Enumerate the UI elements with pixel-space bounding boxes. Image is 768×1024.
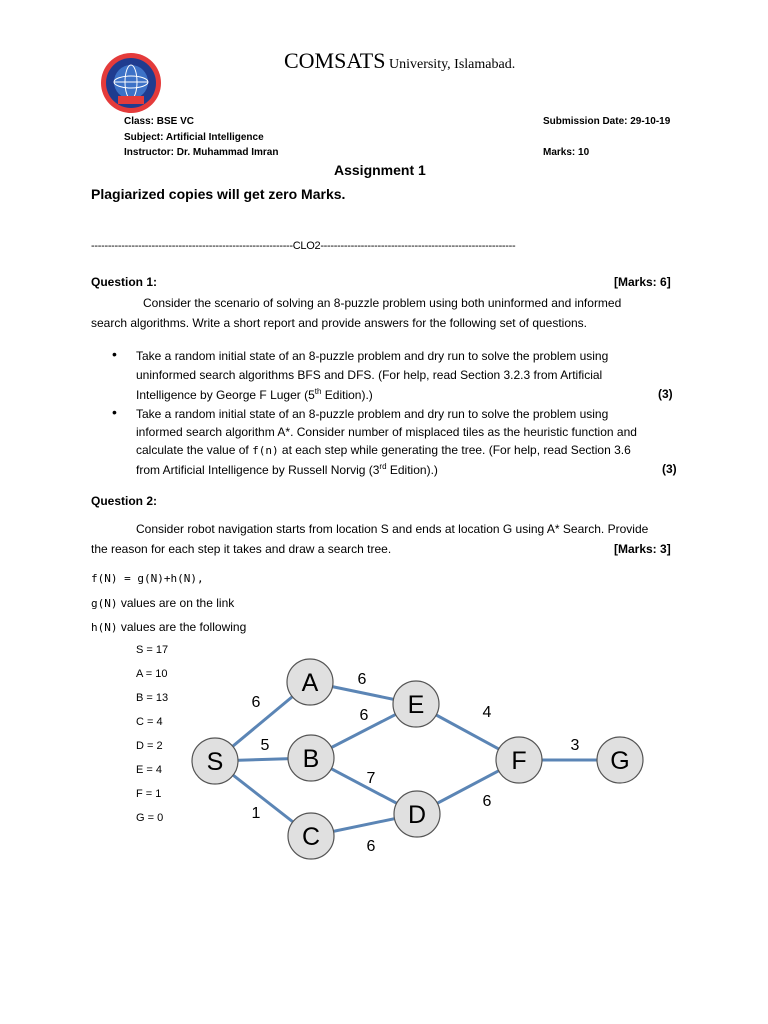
- instructor-line: Instructor: Dr. Muhammad Imran: [124, 147, 279, 158]
- heuristic-value: B = 13: [136, 692, 169, 704]
- class-label: Class:: [124, 116, 155, 127]
- question1-marks: [Marks: 6]: [614, 275, 671, 289]
- heuristic-value: G = 0: [136, 812, 164, 824]
- bullet2-text-mid: at each step while generating the tree. (For help, read Section 3.6: [278, 443, 631, 457]
- bullet-icon: •: [112, 346, 117, 362]
- bullet2-text-end: Edition).): [386, 463, 438, 477]
- graph-node-label-s: S: [206, 748, 224, 776]
- question1-intro-line2: search algorithms. Write a short report and provide answers for the following set of questions.: [91, 316, 588, 330]
- submission-date: Submission Date: 29-10-19: [543, 116, 671, 127]
- edge-label-e-f: 4: [482, 704, 492, 721]
- question1-label: Question 1:: [91, 275, 158, 289]
- g-code: g(N): [91, 597, 118, 610]
- bullet2-line1: Take a random initial state of an 8-puzzle problem and dry run to solve the problem using: [136, 407, 609, 421]
- heuristic-value: S = 17: [136, 644, 169, 656]
- graph-node-label-e: E: [407, 691, 425, 719]
- bullet1-marks: (3): [658, 387, 673, 401]
- edge-label-s-c: 1: [251, 805, 261, 822]
- university-name: COMSATS: [284, 48, 386, 73]
- graph-node-label-b: B: [302, 745, 320, 773]
- g-text: values are on the link: [117, 596, 235, 610]
- bullet2-marks: (3): [662, 462, 677, 476]
- assignment-title: Assignment 1: [334, 162, 426, 178]
- edge-label-b-d: 7: [366, 770, 376, 787]
- edition-superscript: rd: [379, 462, 387, 471]
- heuristic-value: F = 1: [136, 788, 162, 800]
- total-marks: Marks: 10: [543, 147, 590, 158]
- graph-node-label-c: C: [301, 823, 321, 851]
- bullet1-text-end: Edition).): [321, 388, 373, 402]
- bullet2-line2: informed search algorithm A*. Consider number of misplaced tiles as the heuristic function and: [136, 425, 637, 439]
- class-value: BSE VC: [154, 116, 195, 127]
- bullet1-line1: Take a random initial state of an 8-puzzle problem and dry run to solve the problem using: [136, 349, 609, 363]
- question2-intro-line2: the reason for each step it takes and draw a search tree.: [91, 542, 392, 556]
- bullet1-line2: uninformed search algorithms BFS and DFS. (For help, read Section 3.2.3 from Artificial: [136, 368, 603, 382]
- university-location: University, Islamabad.: [385, 57, 516, 72]
- fn-code: f(n): [252, 444, 279, 457]
- bullet1-text: Intelligence by George F Luger (5: [136, 388, 315, 402]
- question1-intro-line1: Consider the scenario of solving an 8-puzzle problem using both uninformed and informed: [143, 296, 622, 310]
- heuristic-value: D = 2: [136, 740, 163, 752]
- h-code: h(N): [91, 621, 118, 634]
- subject-line: Subject: Artificial Intelligence: [124, 132, 264, 143]
- edition-superscript: th: [314, 387, 322, 396]
- bullet2-text: calculate the value of: [136, 443, 253, 457]
- edge-label-s-a: 6: [251, 694, 261, 711]
- heuristic-value: E = 4: [136, 764, 162, 776]
- question2-label: Question 2:: [91, 494, 158, 508]
- heuristic-value: C = 4: [136, 716, 163, 728]
- graph-node-label-a: A: [301, 669, 319, 697]
- bullet-icon: •: [112, 404, 117, 420]
- graph-node-label-g: G: [610, 747, 630, 775]
- graph-node-label-f: F: [511, 747, 527, 775]
- heuristic-value: A = 10: [136, 668, 168, 680]
- edge-label-a-e: 6: [357, 671, 367, 688]
- edge-label-c-d: 6: [366, 838, 376, 855]
- h-text: values are the following: [117, 620, 247, 634]
- edge-label-d-f: 6: [482, 793, 492, 810]
- question2-marks: [Marks: 3]: [614, 542, 671, 556]
- plagiarism-warning: Plagiarized copies will get zero Marks.: [91, 186, 346, 202]
- graph-node-label-d: D: [407, 801, 427, 829]
- bullet2-text-ref: from Artificial Intelligence by Russell Norvig (3: [136, 463, 380, 477]
- edge-label-f-g: 3: [570, 737, 580, 754]
- edge-label-s-b: 5: [260, 737, 270, 754]
- question2-intro-line1: Consider robot navigation starts from location S and ends at location G using A* Search. Provide: [136, 522, 649, 536]
- edge-label-b-e: 6: [359, 707, 369, 724]
- formula: f(N) = g(N)+h(N),: [91, 572, 204, 585]
- clo-separator: ------------------------------------------------------------CLO2----------------------------------------------------------: [91, 240, 516, 252]
